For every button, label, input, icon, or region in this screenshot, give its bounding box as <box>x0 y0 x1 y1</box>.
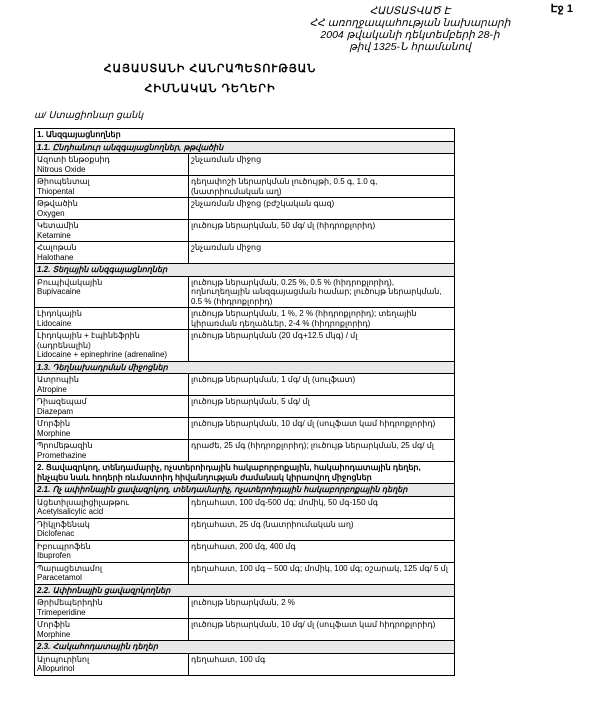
drug-name-latin: Thiopental <box>37 186 75 196</box>
drug-name-armenian: Ազոտի ենթօքսիդ <box>37 155 110 164</box>
drug-name-cell <box>35 496 189 518</box>
table-row <box>35 308 455 330</box>
dosage-form-cell: շնչառման միջոց <box>189 154 455 176</box>
table-row <box>35 330 455 362</box>
drug-name-armenian: Ատրոպին <box>37 375 79 384</box>
drug-name-armenian: Պարացետամոլ <box>37 563 103 573</box>
drug-name-latin: Ketamine <box>37 230 71 240</box>
subsection-row <box>35 264 455 277</box>
document-subtitle: ՀԻՄՆԱԿԱՆ ԴԵՂԵՐԻ <box>144 83 276 95</box>
subsection-heading: 2.3. Հակահոդատային դեղեր <box>35 641 455 654</box>
dosage-form-cell: լուծույթ ներարկման, 0.25 %, 0.5 % (հիդրոքլորիդ), ողնուղեղային անզգայացման համար; լուծույթ ներարկման, 0.5 % (հիդրոքլորիդ) <box>189 276 455 308</box>
subsection-row <box>35 641 455 654</box>
subsection-heading: 1.3. Դեղնախադրման միջոցներ <box>35 361 455 374</box>
drug-name-cell <box>35 198 189 220</box>
table-row <box>35 154 455 176</box>
drug-name-cell <box>35 374 189 396</box>
drug-name-armenian: Թթվածին <box>37 199 78 208</box>
dosage-form-cell: դեղահատ, 25 մգ (նատրիումական աղ) <box>189 518 455 540</box>
section-heading: 2. Ցավազրկող, տենդամարիչ, ոչստերոիդային հակաբորբոքային, հակաիոդատային դեղեր, ինչպես նաև հոդերի ռևմատոիդ հիվանդության ժամանակ կիրառվող միջոցներ <box>35 462 455 484</box>
table-row <box>35 653 455 675</box>
drug-name-cell <box>35 330 189 362</box>
drug-name-cell <box>35 562 189 584</box>
table-row <box>35 374 455 396</box>
drug-name-armenian: Կետամին <box>37 221 79 230</box>
drug-name-latin: Allopurinol <box>37 664 75 673</box>
subsection-row <box>35 361 455 374</box>
table-row <box>35 518 455 540</box>
dosage-form-cell: լուծույթ ներարկման, 2 % <box>189 597 455 619</box>
subsection-row <box>35 484 455 497</box>
drug-name-armenian: Մորֆին <box>37 419 71 428</box>
table-row <box>35 396 455 418</box>
subsection-row <box>35 584 455 597</box>
drug-name-cell <box>35 597 189 619</box>
drug-name-latin: Acetylsalicylic acid <box>37 507 104 516</box>
subsection-heading: 1.1. Ընդհանուր անզգայացնողներ, թթվածին <box>35 141 455 154</box>
table-row <box>35 597 455 619</box>
drug-name-latin: Trimeperidine <box>37 607 86 617</box>
drug-name-armenian: Ալոպուրինոլ <box>37 654 90 664</box>
table-row <box>35 418 455 440</box>
table-row <box>35 220 455 242</box>
table-row <box>35 562 455 584</box>
table-row <box>35 496 455 518</box>
dosage-form-cell: դեղահատ, 200 մգ, 400 մգ <box>189 540 455 562</box>
table-row <box>35 176 455 198</box>
dosage-form-cell: լուծույթ ներարկման, 50 մգ/ մլ (հիդրոքլորիդ) <box>189 220 455 242</box>
drug-name-armenian: Թիոպենտալ <box>37 177 90 186</box>
subsection-heading: 1.2. Տեղային անզգայացնողներ <box>35 264 455 277</box>
drug-name-latin: Promethazine <box>37 450 87 460</box>
dosage-form-cell: լուծույթ ներարկման, 10 մգ/ մլ (սուլֆատ կամ հիդրոքլորիդ) <box>189 619 455 641</box>
drug-name-cell <box>35 540 189 562</box>
dosage-form-cell: լուծույթ ներարկման, 1 %, 2 % (հիդրոքլորիդ); տեղային կիրառման դեղաձևեր, 2-4 % (հիդրոքլորիդ) <box>189 308 455 330</box>
dosage-form-cell: դրաժե, 25 մգ (հիդրոքլորիդ); լուծույթ ներարկման, 25 մգ/ մլ <box>189 440 455 462</box>
table-row <box>35 276 455 308</box>
dosage-form-cell: լուծույթ ներարկման, 1 մգ/ մլ (սուլֆատ) <box>189 374 455 396</box>
drug-name-armenian: Իբուպրոֆեն <box>37 541 91 551</box>
dosage-form-cell: լուծույթ ներարկման, 10 մգ/ մլ (սուլֆատ կամ հիդրոքլորիդ) <box>189 418 455 440</box>
section-row <box>35 462 455 484</box>
dosage-form-cell: շնչառման միջոց <box>189 242 455 264</box>
dosage-form-cell: դեղահատ, 100 մգ – 500 մգ; մոմիկ, 100 մգ; օշարակ, 125 մգ/ 5 մլ <box>189 562 455 584</box>
drug-name-latin: Nitrous Oxide <box>37 164 86 174</box>
drug-name-armenian: Բուպիվակային <box>37 277 103 287</box>
table-row <box>35 440 455 462</box>
table-row <box>35 540 455 562</box>
subsection-heading: 2.1. Ոչ ափիոնային ցավազրկող, տենդամարիչ, ոչստերոիդային հակաբորբոքային դեղեր <box>35 484 455 497</box>
drug-name-latin: Oxygen <box>37 208 65 218</box>
drug-name-latin: Halothane <box>37 252 74 262</box>
approval-line: ՀՀ առողջապահության նախարարի <box>309 17 511 29</box>
dosage-form-cell: շնչառման միջոց (բժշկական գազ) <box>189 198 455 220</box>
dosage-form-cell: լուծույթ ներարկման, 5 մգ/ մլ <box>189 396 455 418</box>
drug-name-armenian: Լիդոկային <box>37 309 82 318</box>
dosage-form-cell: լուծույթ ներարկման (20 մգ+12.5 մկգ) / մլ <box>189 330 455 362</box>
subsection-heading: 2.2. Ափիոնային ցավազրկողներ <box>35 584 455 597</box>
medicine-table <box>34 128 455 676</box>
table-row <box>35 619 455 641</box>
drug-name-cell <box>35 308 189 330</box>
section-heading: 1. Անզգայացնողներ <box>35 129 455 142</box>
approval-line: 2004 թվականի դեկտեմբերի 28-ի <box>320 29 500 41</box>
drug-name-armenian: Մորֆին <box>37 620 71 629</box>
drug-name-latin: Diazepam <box>37 406 74 416</box>
drug-name-cell <box>35 518 189 540</box>
drug-name-cell <box>35 276 189 308</box>
drug-name-latin: Paracetamol <box>37 573 82 582</box>
approval-line: ՀԱՍՏԱՏՎԱԾ Է <box>369 5 451 17</box>
drug-name-cell <box>35 418 189 440</box>
drug-name-latin: Diclofenac <box>37 529 75 538</box>
drug-name-cell <box>35 653 189 675</box>
drug-name-cell <box>35 154 189 176</box>
dosage-form-cell: դեղափոշի ներարկման լուծույթի, 0.5 գ, 1.0 գ, (նատրիումական աղ) <box>189 176 455 198</box>
drug-name-armenian: Թրիմեպերիդին <box>37 598 103 607</box>
subsection-row <box>35 141 455 154</box>
drug-name-cell <box>35 220 189 242</box>
document-title: ՀԱՅԱՍՏԱՆԻ ՀԱՆՐԱՊԵՏՈՒԹՅԱՆ <box>103 63 317 75</box>
drug-name-cell <box>35 176 189 198</box>
drug-name-cell <box>35 619 189 641</box>
drug-name-latin: Ibuprofen <box>37 551 71 560</box>
drug-name-cell <box>35 440 189 462</box>
dosage-form-cell: դեղահատ, 100 մգ-500 մգ; մոմիկ, 50 մգ-150 մգ <box>189 496 455 518</box>
drug-name-armenian: Ացետիլսալիցիլաթթու <box>37 497 129 507</box>
page-number: Էջ 1 <box>550 3 573 15</box>
drug-name-latin: Lidocaine + epinephrine (adrenaline) <box>37 350 168 359</box>
drug-name-latin: Morphine <box>37 428 71 438</box>
drug-name-latin: Bupivacaine <box>37 287 81 296</box>
drug-name-armenian: Պրոմեթազին <box>37 441 93 450</box>
drug-name-armenian: Հալոթան <box>37 243 77 252</box>
drug-name-armenian: Լիդոկային + էպինեֆրին (ադրենալին) <box>37 331 140 350</box>
section-row <box>35 129 455 142</box>
table-row <box>35 198 455 220</box>
approval-stamp <box>300 5 520 53</box>
drug-name-latin: Morphine <box>37 629 71 639</box>
drug-name-armenian: Դիազեպամ <box>37 397 87 406</box>
drug-name-cell <box>35 242 189 264</box>
drug-name-latin: Lidocaine <box>37 318 72 328</box>
table-row <box>35 242 455 264</box>
drug-name-cell <box>35 396 189 418</box>
drug-name-armenian: Դիկլոֆենակ <box>37 519 90 529</box>
drug-name-latin: Atropine <box>37 384 67 394</box>
list-label: ա/ Ստացիոնար ցանկ <box>34 110 144 121</box>
approval-line: թիվ 1325-Ն հրամանով <box>349 41 471 53</box>
dosage-form-cell: դեղահատ, 100 մգ <box>189 653 455 675</box>
